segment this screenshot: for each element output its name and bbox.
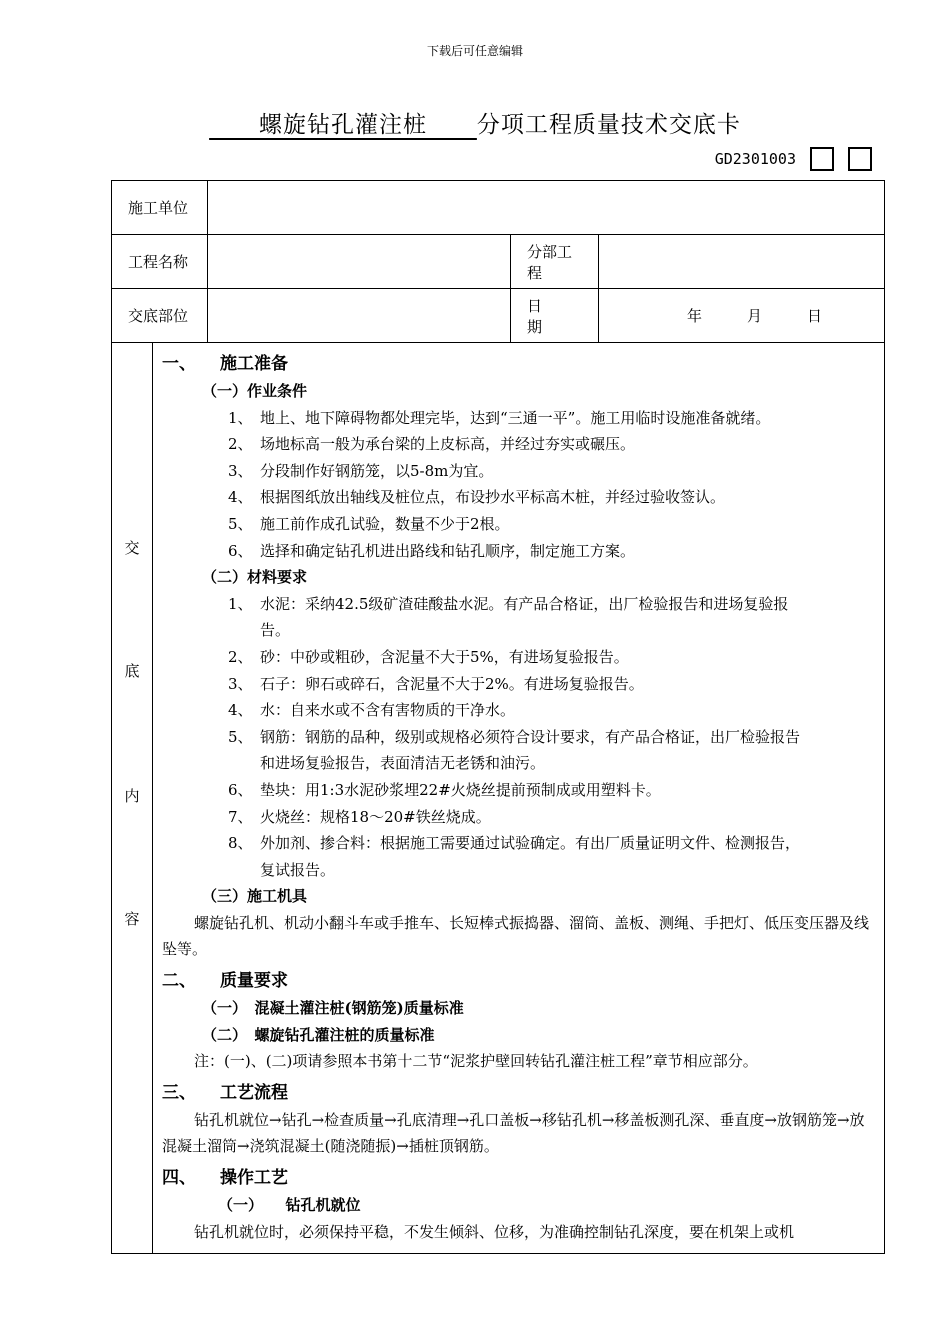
- section-4-heading: 四、 操作工艺: [162, 1168, 288, 1189]
- doc-code: GD2301003: [714, 150, 796, 168]
- content-body: [162, 350, 876, 1245]
- list-item: 3、 分段制作好钢筋笼，以5-8m为宜。: [228, 461, 494, 480]
- list-item: 2、 砂：中砂或粗砂，含泥量不大于5%，有进场复验报告。: [228, 647, 629, 666]
- project-value[interactable]: [208, 235, 511, 289]
- date-value[interactable]: 年 月 日: [599, 289, 885, 343]
- side-char-2: 底: [124, 662, 140, 680]
- content-box: [111, 342, 885, 1254]
- part-label: 交底部位: [112, 289, 208, 343]
- section-1-2-heading: （二）材料要求: [202, 568, 308, 587]
- list-item: 5、 钢筋：钢筋的品种，级别或规格必须符合设计要求，有产品合格证，出厂检验报告 和进场复验报告，表面清洁无老锈和油污。: [228, 727, 801, 773]
- list-item: 3、 石子：卵石或碎石，含泥量不大于2%。有进场复验报告。: [228, 674, 644, 693]
- side-char-4: 容: [124, 910, 140, 928]
- section-2-note: 注：(一)、(二)项请参照本书第十二节“泥浆护壁回转钻孔灌注桩工程”章节相应部分。: [194, 1052, 758, 1071]
- list-item: 7、 火烧丝：规格18～20#铁丝烧成。: [228, 807, 491, 826]
- section-1-heading: 一、 施工准备: [162, 354, 288, 374]
- section-4-1-text: 钻孔机就位时，必须保持平稳，不发生倾斜、位移，为准确控制钻孔深度，要在机架上或机: [194, 1222, 795, 1241]
- unit-label: 施工单位: [112, 181, 208, 235]
- doc-code-line: [715, 147, 872, 171]
- side-label-column: [112, 342, 153, 1253]
- sub-project-value[interactable]: [599, 235, 885, 289]
- side-char-1: 交: [124, 539, 140, 557]
- checkbox-1[interactable]: [810, 147, 834, 171]
- checkbox-2[interactable]: [848, 147, 872, 171]
- sub-project-label: 分部工程: [511, 235, 599, 289]
- top-note: 下载后可任意编辑: [426, 44, 523, 58]
- section-4-1-heading: （一） 钻孔机就位: [218, 1196, 361, 1215]
- list-item: 6、 垫块：用1:3水泥砂浆埋22#火烧丝提前预制成或用塑料卡。: [228, 780, 661, 799]
- list-item: 6、 选择和确定钻孔机进出路线和钻孔顺序，制定施工方案。: [228, 541, 636, 560]
- list-item: 1、 水泥：采纳42.5级矿渣硅酸盐水泥。有产品合格证，出厂检验报告和进场复验报 告。: [228, 594, 789, 640]
- section-2-2-heading: （二） 螺旋钻孔灌注桩的质量标准: [202, 1025, 435, 1044]
- date-label: 日 期: [511, 289, 599, 343]
- list-item: 2、 场地标高一般为承台梁的上皮标高，并经过夯实或碾压。: [228, 435, 636, 454]
- section-2-heading: 二、 质量要求: [162, 971, 288, 992]
- section-3-text: 钻孔机就位→钻孔→检查质量→孔底清理→孔口盖板→移钻孔机→移盖板测孔深、垂直度→放钢筋笼→放混凝土溜筒→浇筑混凝土(随浇随振)→插桩顶钢筋。: [162, 1110, 865, 1156]
- section-1-3-text: 螺旋钻孔机、机动小翻斗车或手推车、长短棒式振捣器、溜筒、盖板、测绳、手把灯、低压变压器及线坠等。: [162, 913, 870, 959]
- title-suffix: 分项工程质量技术交底卡: [476, 112, 741, 138]
- section-1-1-heading: （一）作业条件: [202, 382, 308, 400]
- section-3-heading: 三、 工艺流程: [162, 1082, 288, 1103]
- side-char-3: 内: [124, 787, 140, 805]
- unit-value[interactable]: [208, 181, 885, 235]
- part-value[interactable]: [208, 289, 511, 343]
- list-item: 4、 水：自来水或不含有害物质的干净水。: [228, 701, 516, 720]
- list-item: 4、 根据图纸放出轴线及桩位点，布设抄水平标高木桩，并经过验收签认。: [228, 488, 726, 507]
- list-item: 8、 外加剂、掺合料：根据施工需要通过试验确定。有出厂质量证明文件、检测报告， 复试报告。: [228, 834, 801, 879]
- list-item: 5、 施工前作成孔试验，数量不少于2根。: [228, 514, 510, 533]
- section-1-3-heading: （三）施工机具: [202, 887, 308, 906]
- section-2-1-heading: （一） 混凝土灌注桩(钢筋笼)质量标准: [202, 999, 464, 1018]
- project-label: 工程名称: [112, 235, 208, 289]
- doc-title: [0, 106, 950, 139]
- title-subject: 螺旋钻孔灌注桩: [259, 112, 427, 138]
- header-table: [111, 180, 885, 343]
- list-item: 1、 地上、地下障碍物都处理完毕，达到“三通一平”。施工用临时设施准备就绪。: [228, 408, 771, 427]
